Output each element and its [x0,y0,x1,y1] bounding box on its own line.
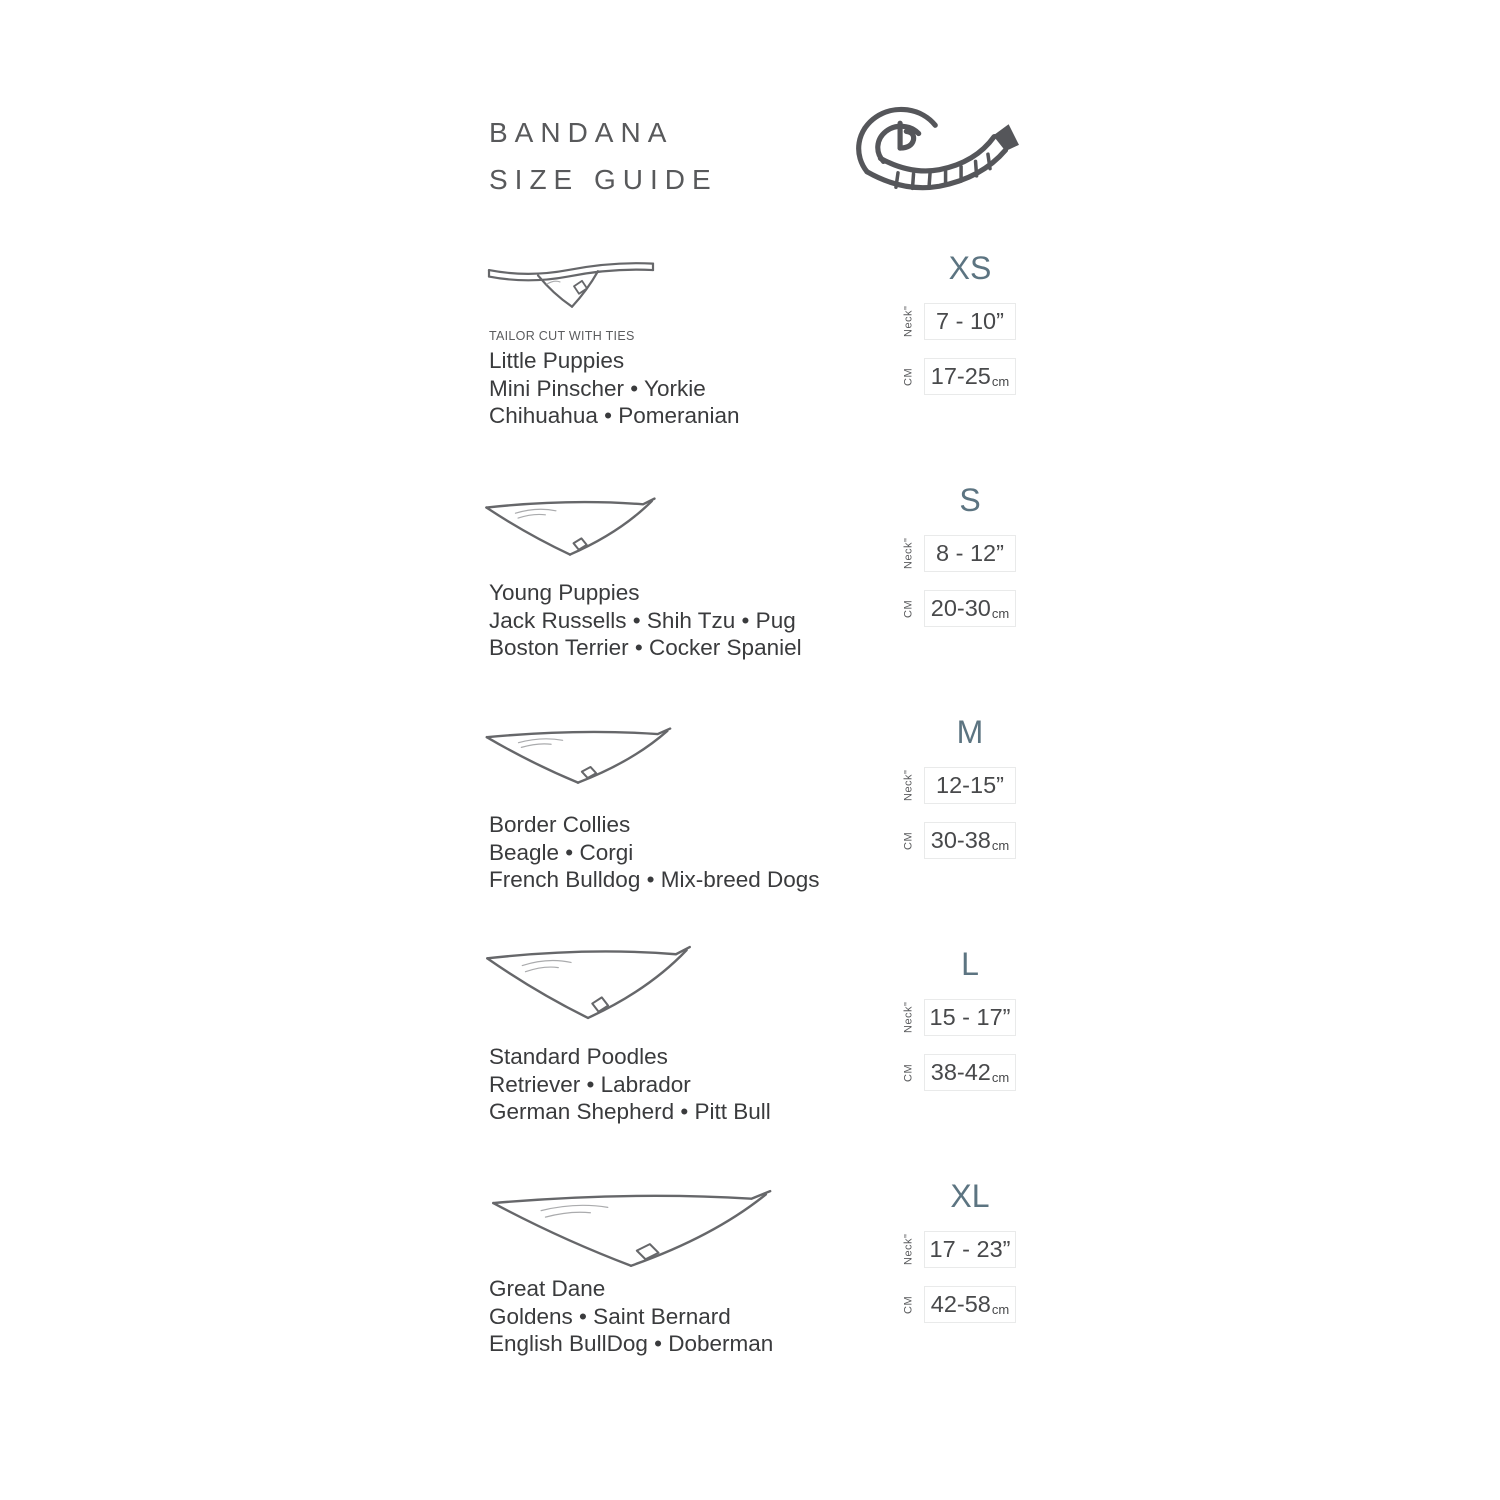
cm-column-label: CM [902,599,915,618]
neck-inches-text: 7 - 10” [936,308,1004,334]
page-title-line2: SIZE GUIDE [489,164,718,195]
cm-range-text: 20-30 [930,595,991,621]
breed-line: Jack Russells • Shih Tzu • Pug [489,607,796,633]
cm-unit: cm [991,374,1010,389]
neck-inches-text: 8 - 12” [936,540,1004,566]
size-code: XS [948,250,992,286]
cm-range-text: 38-42 [930,1059,991,1085]
bandana-illustration [486,1189,776,1269]
neck-inches-value [924,303,1016,340]
cm-unit: cm [991,1070,1010,1085]
neck-column-label: Neck" [902,1001,915,1034]
cm-column-label: CM [902,367,915,386]
neck-inches-text: 15 - 17” [929,1004,1011,1030]
breed-line: Goldens • Saint Bernard [489,1303,731,1329]
breed-line: Standard Poodles [489,1044,668,1069]
cm-column-label: CM [902,1063,915,1082]
size-row-l [0,946,1500,1182]
neck-column-label: Neck" [902,1233,915,1266]
breed-line: Great Dane [489,1276,606,1301]
breed-list [489,579,802,662]
neck-column-label: Neck" [902,305,915,338]
breed-list [489,347,740,430]
neck-inches-value [924,535,1016,572]
breed-line: French Bulldog • Mix-breed Dogs [489,867,820,892]
page-title-line1: BANDANA [489,117,674,148]
measuring-tape-icon [836,96,1020,200]
size-row-m [0,714,1500,950]
cm-column-label: CM [902,831,915,850]
neck-inches-text: 12-15” [936,772,1004,798]
breed-line: Young Puppies [489,580,640,605]
cm-column-label: CM [902,1295,915,1314]
page-title [489,109,718,203]
size-row-xs [0,250,1500,486]
bandana-illustration [482,727,674,785]
bandana-with-ties-illustration [486,255,656,311]
neck-column-label: Neck" [902,537,915,570]
cm-range-text: 17-25 [930,363,991,389]
breed-line: German Shepherd • Pitt Bull [489,1099,771,1124]
breed-list [489,1043,771,1126]
cm-value [924,1286,1016,1323]
breed-list [489,811,820,894]
size-row-s [0,482,1500,718]
cm-unit: cm [991,606,1010,621]
breed-line: Little Puppies [489,348,625,373]
cm-value [924,358,1016,395]
size-code: L [961,946,979,982]
breed-line: Border Collies [489,812,631,837]
breed-line: Boston Terrier • Cocker Spaniel [489,635,802,660]
breed-line: Retriever • Labrador [489,1071,691,1097]
neck-inches-value [924,1231,1016,1268]
cm-range-text: 42-58 [930,1291,991,1317]
neck-column-label: Neck" [902,769,915,802]
cm-unit: cm [991,1302,1010,1317]
cm-unit: cm [991,838,1010,853]
size-code: S [959,482,981,518]
breed-line: Chihuahua • Pomeranian [489,403,740,428]
breed-line: Beagle • Corgi [489,839,634,865]
tailor-cut-note: TAILOR CUT WITH TIES [489,329,635,343]
size-code: XL [950,1178,990,1214]
cm-value [924,1054,1016,1091]
neck-inches-text: 17 - 23” [929,1236,1011,1262]
bandana-illustration [482,945,694,1021]
cm-range-text: 30-38 [930,827,991,853]
neck-inches-value [924,999,1016,1036]
size-code: M [956,714,984,750]
cm-value [924,590,1016,627]
breed-line: English BullDog • Doberman [489,1331,774,1356]
neck-inches-value [924,767,1016,804]
breed-line: Mini Pinscher • Yorkie [489,375,706,401]
size-row-xl [0,1178,1500,1414]
breed-list [489,1275,773,1358]
cm-value [924,822,1016,859]
bandana-illustration [482,497,658,557]
